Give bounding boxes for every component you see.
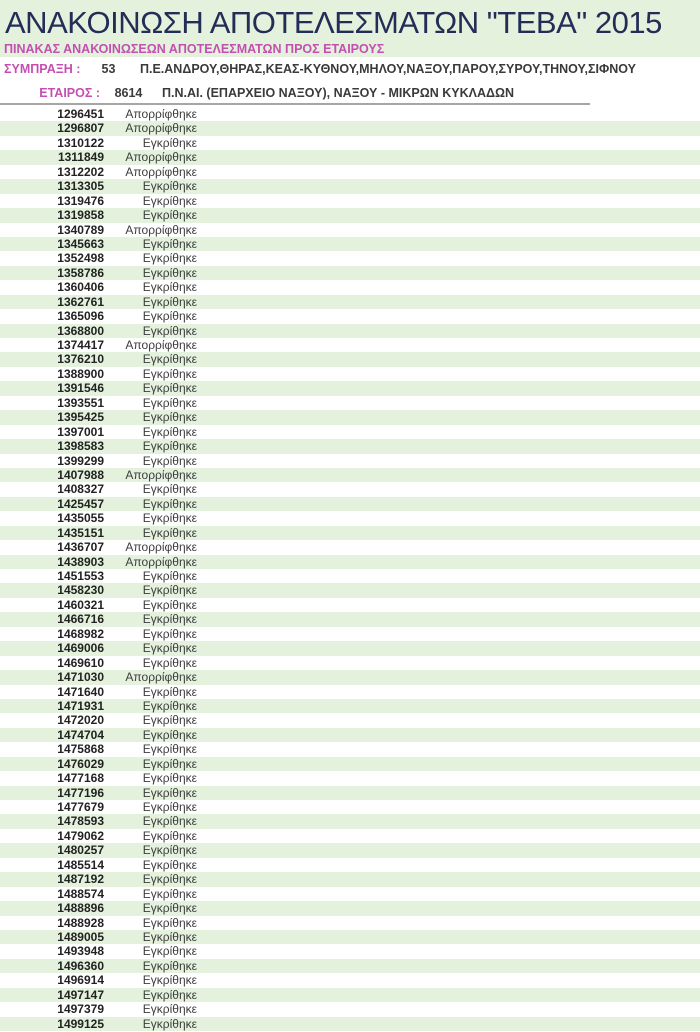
- table-row: [0, 872, 700, 886]
- application-id: 1360406: [57, 280, 104, 295]
- application-id: 1460321: [57, 597, 104, 612]
- application-id: 1476029: [57, 756, 104, 771]
- application-status: Εγκρίθηκε: [142, 929, 197, 944]
- application-id: 1365096: [57, 309, 104, 324]
- application-id: 1319476: [57, 193, 104, 208]
- application-status: Εγκρίθηκε: [142, 684, 197, 699]
- application-status: Εγκρίθηκε: [142, 655, 197, 670]
- application-status: Εγκρίθηκε: [142, 135, 197, 150]
- table-row: [0, 223, 700, 237]
- application-id: 1376210: [57, 352, 104, 367]
- application-id: 1408327: [57, 482, 104, 497]
- application-id: 1296451: [57, 107, 104, 121]
- table-row: [0, 497, 700, 511]
- application-id: 1311849: [57, 150, 104, 165]
- application-status: Εγκρίθηκε: [142, 886, 197, 901]
- table-row: [0, 627, 700, 641]
- application-id: 1479062: [57, 828, 104, 843]
- partner-label: ΕΤΑΙΡΟΣ :: [39, 86, 100, 100]
- application-status: Εγκρίθηκε: [142, 901, 197, 916]
- application-id: 1340789: [57, 222, 104, 237]
- table-row: [0, 410, 700, 424]
- table-row: [0, 511, 700, 525]
- table-row: [0, 1002, 700, 1016]
- table-row: [0, 901, 700, 915]
- application-status: Εγκρίθηκε: [142, 958, 197, 973]
- table-row: [0, 887, 700, 901]
- table-row: [0, 728, 700, 742]
- table-row: [0, 988, 700, 1002]
- application-status: Απορρίφθηκε: [125, 164, 197, 179]
- application-status: Εγκρίθηκε: [142, 309, 197, 324]
- table-row: [0, 425, 700, 439]
- table-row: [0, 251, 700, 265]
- application-id: 1469610: [57, 655, 104, 670]
- application-status: Εγκρίθηκε: [142, 525, 197, 540]
- application-id: 1397001: [57, 424, 104, 439]
- application-status: Εγκρίθηκε: [142, 395, 197, 410]
- application-id: 1451553: [57, 569, 104, 583]
- application-status: Εγκρίθηκε: [142, 265, 197, 280]
- application-status: Εγκρίθηκε: [142, 857, 197, 872]
- application-id: 1391546: [57, 381, 104, 396]
- page-header: [0, 0, 700, 57]
- application-id: 1474704: [57, 727, 104, 742]
- table-row: [0, 814, 700, 828]
- application-id: 1497147: [57, 987, 104, 1002]
- application-status: Εγκρίθηκε: [142, 482, 197, 497]
- table-row: [0, 800, 700, 814]
- application-status: Εγκρίθηκε: [142, 439, 197, 454]
- application-status: Εγκρίθηκε: [142, 179, 197, 194]
- application-status: Εγκρίθηκε: [142, 843, 197, 858]
- application-status: Εγκρίθηκε: [142, 236, 197, 251]
- application-status: Εγκρίθηκε: [142, 453, 197, 468]
- application-status: Εγκρίθηκε: [142, 626, 197, 641]
- application-status: Εγκρίθηκε: [142, 973, 197, 988]
- table-row: [0, 468, 700, 482]
- application-status: Εγκρίθηκε: [142, 424, 197, 439]
- table-row: [0, 266, 700, 280]
- application-status: Εγκρίθηκε: [142, 193, 197, 208]
- application-id: 1352498: [57, 251, 104, 266]
- application-id: 1471931: [57, 698, 104, 713]
- table-row: [0, 179, 700, 193]
- application-id: 1485514: [57, 857, 104, 872]
- application-id: 1393551: [57, 395, 104, 410]
- application-id: 1319858: [57, 208, 104, 223]
- application-status: Εγκρίθηκε: [142, 323, 197, 338]
- table-row: [0, 742, 700, 756]
- application-status: Εγκρίθηκε: [142, 208, 197, 223]
- partnership-name: Π.Ε.ΑΝΔΡΟΥ,ΘΗΡΑΣ,ΚΕΑΣ-ΚΥΘΝΟΥ,ΜΗΛΟΥ,ΝΑΞΟΥ,ΠΑΡΟΥ,ΣΥΡΟΥ,ΤΗΝΟΥ,ΣΙΦΝΟΥ: [139, 62, 636, 76]
- application-id: 1345663: [57, 236, 104, 251]
- table-row: [0, 656, 700, 670]
- table-row: [0, 930, 700, 944]
- application-status: Απορρίφθηκε: [125, 540, 197, 555]
- application-status: Εγκρίθηκε: [142, 698, 197, 713]
- application-id: 1471030: [57, 670, 104, 685]
- table-row: [0, 309, 700, 323]
- application-id: 1478593: [57, 814, 104, 829]
- application-status: Εγκρίθηκε: [142, 496, 197, 511]
- table-row: [0, 685, 700, 699]
- application-id: 1475868: [57, 742, 104, 757]
- table-row: [0, 454, 700, 468]
- table-row: [0, 959, 700, 973]
- application-status: Εγκρίθηκε: [142, 280, 197, 295]
- application-id: 1399299: [57, 453, 104, 468]
- application-id: 1488928: [57, 915, 104, 930]
- application-id: 1296807: [57, 121, 104, 136]
- application-status: Εγκρίθηκε: [142, 294, 197, 309]
- table-row: [0, 858, 700, 872]
- table-row: [0, 526, 700, 540]
- application-id: 1362761: [57, 294, 104, 309]
- table-row: [0, 237, 700, 251]
- application-id: 1374417: [57, 338, 104, 352]
- application-status: Εγκρίθηκε: [142, 814, 197, 829]
- application-id: 1313305: [57, 179, 104, 194]
- table-row: [0, 208, 700, 222]
- table-row: [0, 771, 700, 785]
- table-row: [0, 829, 700, 843]
- table-row: [0, 367, 700, 381]
- results-table: [0, 107, 700, 1031]
- table-row: [0, 121, 700, 135]
- table-row: [0, 843, 700, 857]
- application-id: 1471640: [57, 684, 104, 699]
- partnership-code: 53: [101, 62, 116, 76]
- table-row: [0, 295, 700, 309]
- application-status: Εγκρίθηκε: [142, 742, 197, 757]
- application-status: Εγκρίθηκε: [142, 771, 197, 786]
- table-row: [0, 107, 700, 121]
- table-row: [0, 612, 700, 626]
- application-status: Απορρίφθηκε: [125, 121, 197, 136]
- application-status: Εγκρίθηκε: [142, 583, 197, 598]
- application-id: 1488574: [57, 886, 104, 901]
- application-status: Εγκρίθηκε: [142, 756, 197, 771]
- table-row: [0, 1017, 700, 1031]
- table-row: [0, 165, 700, 179]
- application-status: Εγκρίθηκε: [142, 352, 197, 367]
- application-status: Απορρίφθηκε: [125, 554, 197, 569]
- application-id: 1436707: [57, 540, 104, 555]
- application-id: 1489005: [57, 929, 104, 944]
- divider-line: [0, 103, 590, 105]
- application-id: 1477168: [57, 771, 104, 786]
- table-row: [0, 713, 700, 727]
- application-id: 1425457: [57, 496, 104, 511]
- application-id: 1358786: [57, 265, 104, 280]
- application-id: 1435055: [57, 511, 104, 526]
- application-id: 1477679: [57, 800, 104, 814]
- application-id: 1388900: [57, 366, 104, 381]
- table-row: [0, 569, 700, 583]
- application-id: 1469006: [57, 641, 104, 656]
- table-row: [0, 136, 700, 150]
- application-status: Εγκρίθηκε: [142, 800, 197, 814]
- application-id: 1487192: [57, 872, 104, 887]
- application-status: Εγκρίθηκε: [142, 915, 197, 930]
- table-row: [0, 150, 700, 164]
- table-row: [0, 280, 700, 294]
- application-status: Εγκρίθηκε: [142, 381, 197, 396]
- partner-code: 8614: [114, 86, 143, 100]
- application-status: Εγκρίθηκε: [142, 569, 197, 583]
- application-status: Εγκρίθηκε: [142, 785, 197, 800]
- application-id: 1312202: [57, 164, 104, 179]
- application-status: Εγκρίθηκε: [142, 251, 197, 266]
- application-id: 1435151: [57, 525, 104, 540]
- table-row: [0, 641, 700, 655]
- table-row: [0, 352, 700, 366]
- partnership-line: [0, 62, 700, 77]
- page-title: ΑΝΑΚΟΙΝΩΣΗ ΑΠΟΤΕΛΕΣΜΑΤΩΝ "ΤΕΒΑ" 2015: [5, 5, 662, 40]
- application-status: Απορρίφθηκε: [125, 150, 197, 165]
- application-id: 1488896: [57, 901, 104, 916]
- application-id: 1468982: [57, 626, 104, 641]
- table-row: [0, 670, 700, 684]
- table-row: [0, 598, 700, 612]
- table-row: [0, 396, 700, 410]
- partner-name: Π.Ν.ΑΙ. (ΕΠΑΡΧΕΙΟ ΝΑΞΟΥ), ΝΑΞΟΥ - ΜΙΚΡΩΝ ΚΥΚΛΑΔΩΝ: [161, 86, 515, 100]
- application-status: Απορρίφθηκε: [125, 107, 197, 121]
- application-status: Εγκρίθηκε: [142, 1016, 197, 1031]
- application-id: 1480257: [57, 843, 104, 858]
- application-status: Εγκρίθηκε: [142, 410, 197, 425]
- application-status: Απορρίφθηκε: [125, 222, 197, 237]
- table-row: [0, 540, 700, 554]
- table-row: [0, 973, 700, 987]
- application-status: Εγκρίθηκε: [142, 987, 197, 1002]
- table-row: [0, 916, 700, 930]
- application-id: 1458230: [57, 583, 104, 598]
- application-status: Εγκρίθηκε: [142, 1002, 197, 1017]
- application-id: 1407988: [57, 467, 104, 482]
- application-id: 1496914: [57, 973, 104, 988]
- table-row: [0, 194, 700, 208]
- table-row: [0, 381, 700, 395]
- application-id: 1368800: [57, 323, 104, 338]
- partnership-label: ΣΥΜΠΡΑΞΗ :: [4, 62, 81, 76]
- application-status: Εγκρίθηκε: [142, 713, 197, 728]
- application-id: 1499125: [57, 1016, 104, 1031]
- application-status: Εγκρίθηκε: [142, 641, 197, 656]
- application-id: 1496360: [57, 958, 104, 973]
- application-id: 1398583: [57, 439, 104, 454]
- application-status: Απορρίφθηκε: [125, 467, 197, 482]
- table-row: [0, 555, 700, 569]
- table-row: [0, 324, 700, 338]
- application-id: 1477196: [57, 785, 104, 800]
- application-id: 1472020: [57, 713, 104, 728]
- application-status: Απορρίφθηκε: [125, 338, 197, 352]
- application-status: Απορρίφθηκε: [125, 670, 197, 685]
- application-status: Εγκρίθηκε: [142, 727, 197, 742]
- application-status: Εγκρίθηκε: [142, 366, 197, 381]
- application-id: 1310122: [57, 135, 104, 150]
- application-status: Εγκρίθηκε: [142, 612, 197, 627]
- application-status: Εγκρίθηκε: [142, 944, 197, 959]
- table-row: [0, 944, 700, 958]
- application-status: Εγκρίθηκε: [142, 828, 197, 843]
- application-id: 1466716: [57, 612, 104, 627]
- table-row: [0, 757, 700, 771]
- application-status: Εγκρίθηκε: [142, 597, 197, 612]
- table-row: [0, 583, 700, 597]
- table-row: [0, 699, 700, 713]
- application-id: 1493948: [57, 944, 104, 959]
- application-status: Εγκρίθηκε: [142, 511, 197, 526]
- page-subtitle: ΠΙΝΑΚΑΣ ΑΝΑΚΟΙΝΩΣΕΩΝ ΑΠΟΤΕΛΕΣΜΑΤΩΝ ΠΡΟΣ ΕΤΑΙΡΟΥΣ: [4, 42, 385, 56]
- table-row: [0, 338, 700, 352]
- application-id: 1438903: [57, 554, 104, 569]
- application-id: 1497379: [57, 1002, 104, 1017]
- application-id: 1395425: [57, 410, 104, 425]
- table-row: [0, 786, 700, 800]
- table-row: [0, 439, 700, 453]
- application-status: Εγκρίθηκε: [142, 872, 197, 887]
- table-row: [0, 482, 700, 496]
- partner-line: [0, 86, 700, 101]
